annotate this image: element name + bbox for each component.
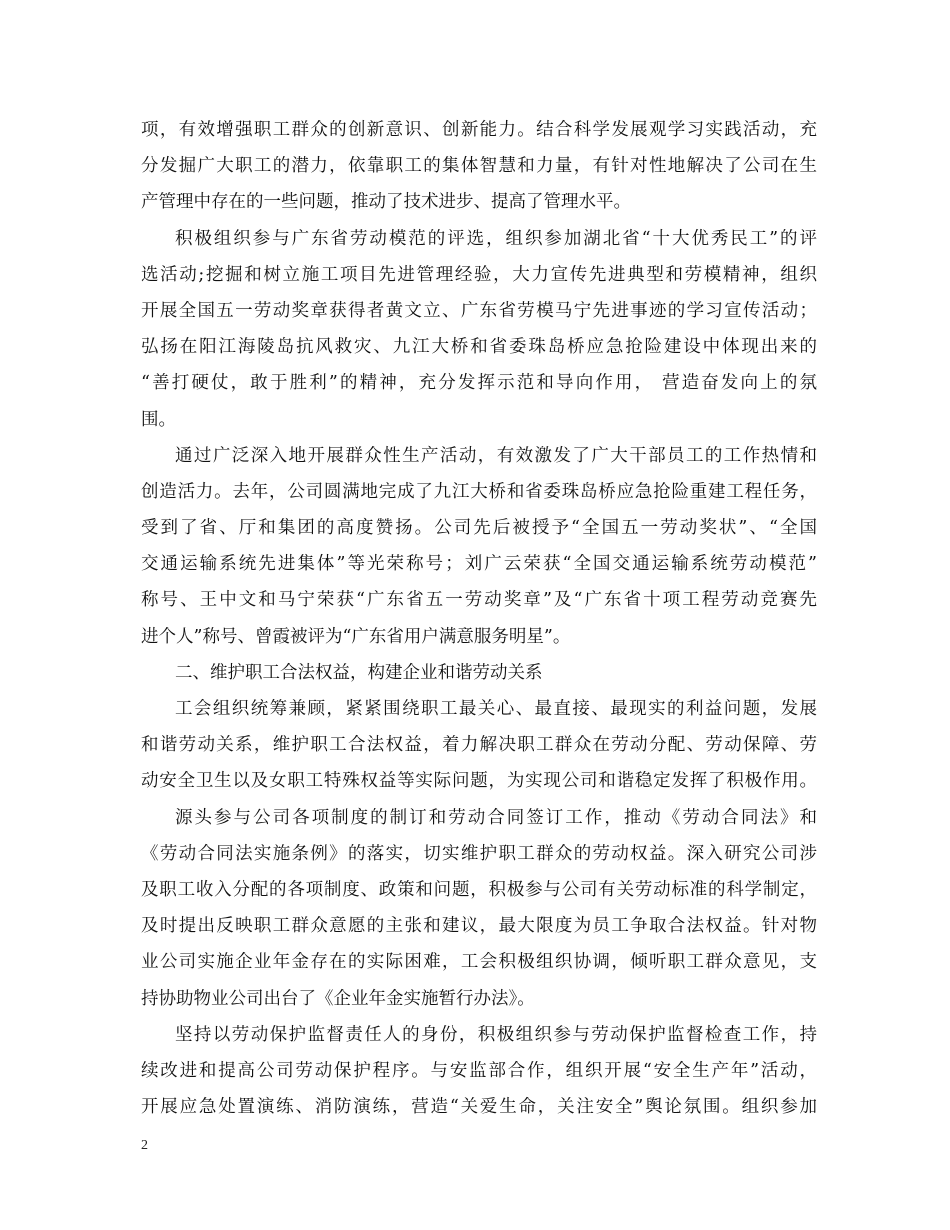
text-line: 选活动;挖掘和树立施工项目先进管理经验，大力宣传先进典型和劳模精神，组织 [141, 264, 817, 285]
text-line: 称号、王中文和马宁荣获“广东省五一劳动奖章”及“广东省十项工程劳动竞赛先 [141, 590, 817, 611]
text-line: 业公司实施企业年金存在的实际困难，工会积极组织协调，倾听职工群众意见，支 [141, 952, 817, 973]
text-line: 和谐劳动关系，维护职工合法权益，着力解决职工群众在劳动分配、劳动保障、劳 [141, 735, 817, 756]
text-line: 分发掘广大职工的潜力，依靠职工的集体智慧和力量，有针对性地解决了公司在生 [141, 156, 817, 177]
text-line: 续改进和提高公司劳动保护程序。与安监部合作，组织开展“安全生产年”活动， [141, 1060, 817, 1081]
text-line: 坚持以劳动保护监督责任人的身份，积极组织参与劳动保护监督检查工作，持 [175, 1024, 817, 1045]
text-line: 持协助物业公司出台了《企业年金实施暂行办法》。 [141, 988, 535, 1009]
text-line: “善打硬仗，敢于胜利”的精神，充分发挥示范和导向作用， 营造奋发向上的氛 [141, 373, 817, 394]
text-line: 受到了省、厅和集团的高度赞扬。公司先后被授予“全国五一劳动奖状”、“全国 [141, 518, 817, 539]
text-line: 通过广泛深入地开展群众性生产活动，有效激发了广大干部员工的工作热情和 [175, 445, 817, 466]
text-line: 创造活力。去年，公司圆满地完成了九江大桥和省委珠岛桥应急抢险重建工程任务， [141, 481, 817, 502]
text-line: 交通运输系统先进集体”等光荣称号；刘广云荣获“全国交通运输系统劳动模范” [141, 554, 817, 575]
text-line: 积极组织参与广东省劳动模范的评选，组织参加湖北省“十大优秀民工”的评 [175, 228, 817, 249]
text-line: 工会组织统筹兼顾，紧紧围绕职工最关心、最直接、最现实的利益问题，发展 [175, 699, 817, 719]
text-line: 动安全卫生以及女职工特殊权益等实际问题，为实现公司和谐稳定发挥了积极作用。 [141, 771, 817, 792]
text-line: 进个人”称号、曾霞被评为“广东省用户满意服务明星”。 [141, 626, 571, 647]
text-line: 弘扬在阳江海陵岛抗风救灾、九江大桥和省委珠岛桥应急抢险建设中体现出来的 [141, 337, 817, 358]
text-line: 源头参与公司各项制度的制订和劳动合同签订工作，推动《劳动合同法》和 [175, 807, 817, 828]
text-line: 开展应急处置演练、消防演练，营造“关爱生命，关注安全”舆论氛围。组织参加 [141, 1097, 817, 1118]
text-line: 项，有效增强职工群众的创新意识、创新能力。结合科学发展观学习实践活动，充 [141, 120, 817, 140]
text-line: 产管理中存在的一些问题，推动了技术进步、提高了管理水平。 [141, 192, 631, 213]
document-body [141, 112, 817, 1125]
page-number: 2 [141, 1138, 148, 1153]
text-line: 及时提出反映职工群众意愿的主张和建议，最大限度为员工争取合法权益。针对物 [141, 916, 817, 937]
text-line: 《劳动合同法实施条例》的落实，切实维护职工群众的劳动权益。深入研究公司涉 [141, 843, 817, 864]
text-line: 围。 [141, 409, 176, 430]
text-line: 开展全国五一劳动奖章获得者黄文立、广东省劳模马宁先进事迹的学习宣传活动； [141, 300, 817, 321]
text-line: 及职工收入分配的各项制度、政策和问题，积极参与公司有关劳动标准的科学制定， [141, 879, 817, 900]
text-line: 二、维护职工合法权益，构建企业和谐劳动关系 [175, 662, 543, 683]
